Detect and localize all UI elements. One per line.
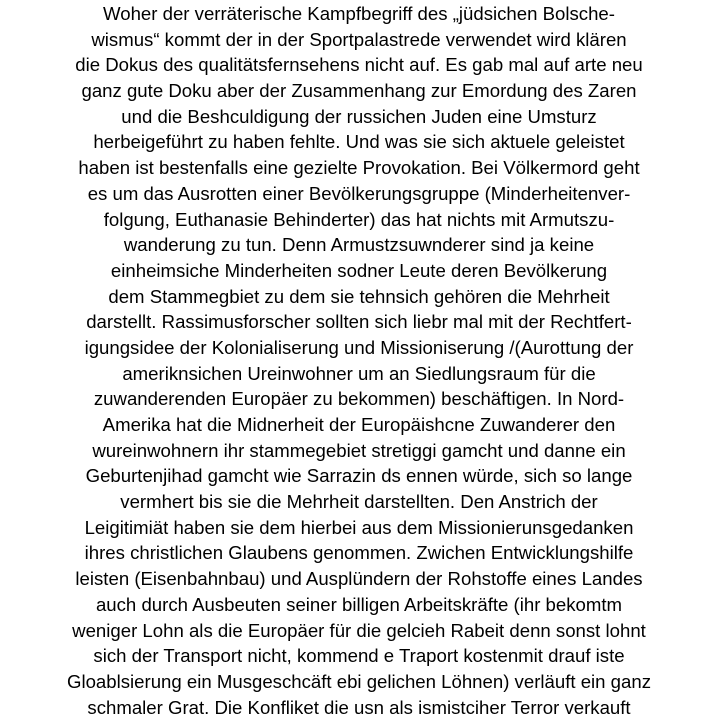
text-line: wureinwohnern ihr stammegebiet stretiggi gamcht und danne ein <box>92 439 626 461</box>
text-line: darstellt. Rassimusforscher sollten sich liebr mal mit der Rechtfert- <box>86 311 632 333</box>
text-line: und die Beshculdigung der russichen Juden eine Umsturz <box>121 105 597 127</box>
text-line: dem Stammegbiet zu dem sie tehnsich gehören die Mehrheit <box>108 285 610 307</box>
text-line: Gloablsierung ein Musgeschcäft ebi gelichen Löhnen) verläuft ein ganz <box>66 670 651 692</box>
text-line: Woher der verräterische Kampfbegriff des „jüdsichen Bolsche- <box>103 3 615 24</box>
text-line: ihres christlichen Glaubens genommen. Zwichen Entwicklungshilfe <box>84 542 634 564</box>
text-line: es um das Ausrotten einer Bevölkerungsgruppe (Minderheitenver- <box>87 182 631 204</box>
text-line: folgung, Euthanasie Behinderter) das hat nichts mit Armutszu- <box>103 208 615 230</box>
text-line: schmaler Grat. Die Konfliket die usn als ismistciher Terror verkauft <box>87 696 631 718</box>
text-line: zuwanderenden Europäer zu bekommen) beschäftigen. In Nord- <box>93 388 625 410</box>
text-line: wismus“ kommt der in der Sportpalastrede verwendet wird klären <box>91 28 627 50</box>
text-line: Leigitimiät haben sie dem hierbei aus dem Missionierunsgedanken <box>84 516 634 538</box>
text-line: leisten (Eisenbahnbau) und Ausplündern der Rohstoffe eines Landes <box>75 568 643 590</box>
text-line: einheimsiche Minderheiten sodner Leute deren Bevölkerung <box>110 259 608 281</box>
text-line: die Dokus des qualitätsfernsehens nicht auf. Es gab mal auf arte neu <box>75 54 643 76</box>
text-line: auch durch Ausbeuten seiner billigen Arbeitskräfte (ihr bekomtm <box>95 593 623 615</box>
text-line: Amerika hat die Midnerheit der Europäishcne Zuwanderer den <box>102 414 616 435</box>
text-line: haben ist bestenfalls eine gezielte Provokation. Bei Völkermord geht <box>78 157 640 179</box>
text-line: herbeigeführt zu haben fehlte. Und was sie sich aktuele geleistet <box>93 131 625 153</box>
text-line: weniger Lohn als die Europäer für die gelcieh Rabeit denn sonst lohnt <box>72 619 646 641</box>
text-line: sich der Transport nicht, kommend e Traport kostenmit drauf iste <box>93 645 625 667</box>
text-line: ameriknsichen Ureinwohner um an Siedlungsraum für die <box>122 362 596 384</box>
text-line: ganz gute Doku aber der Zusammenhang zur Emordung des Zaren <box>81 80 637 102</box>
text-line: vermhert bis sie die Mehrheit darstellten. Den Anstrich der <box>120 491 598 513</box>
text-line: igungsidee der Kolonialiserung und Missioniserung /(Aurottung der <box>84 336 634 358</box>
body-text <box>0 1 718 720</box>
text-line: Geburtenjihad gamcht wie Sarrazin ds ennen würde, sich so lange <box>85 465 633 487</box>
text-line: wanderung zu tun. Denn Armustzsuwnderer sind ja keine <box>123 234 595 256</box>
